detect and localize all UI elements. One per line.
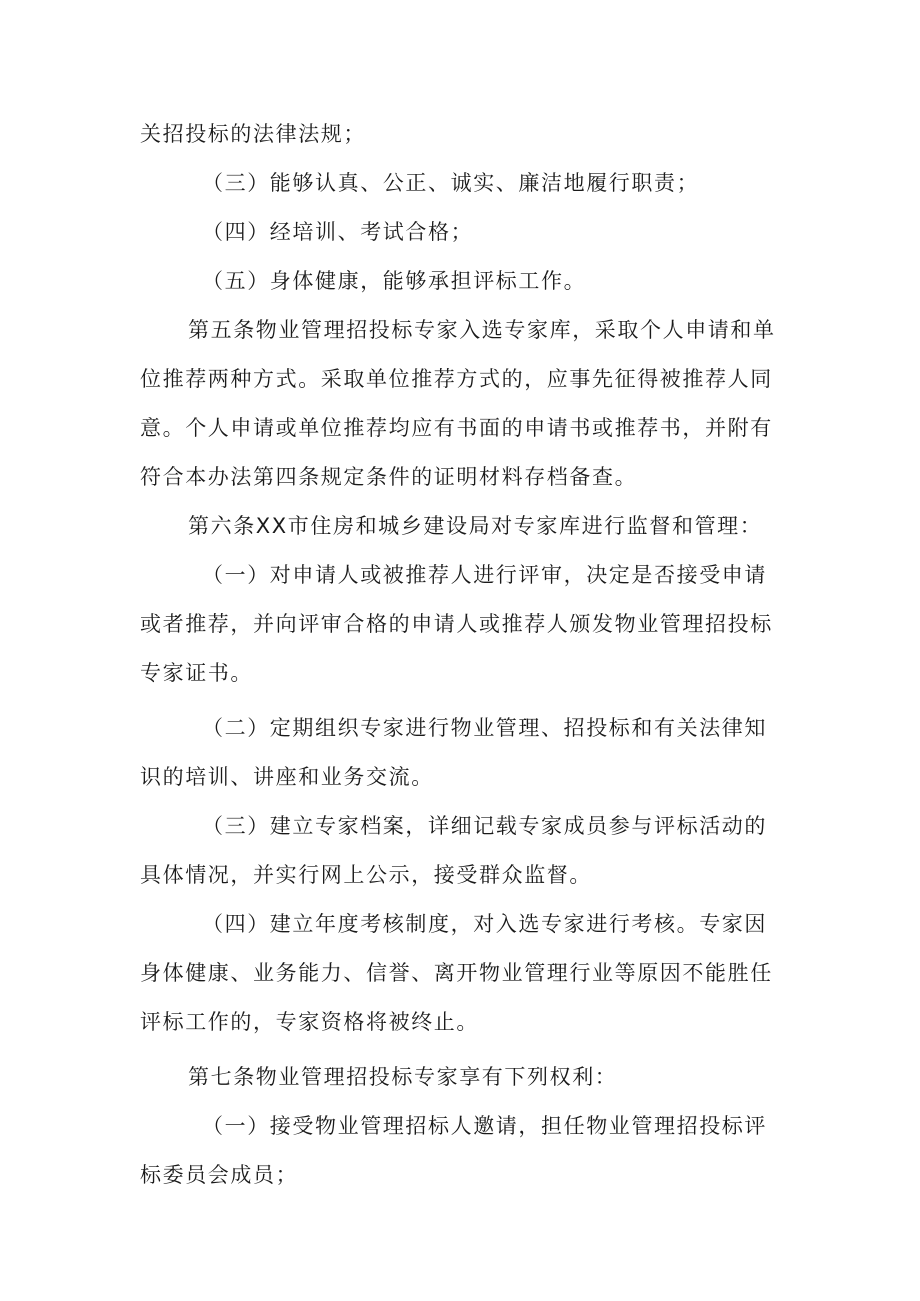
text-line: 具体情况，并实行网上公示，接受群众监督。 — [140, 863, 592, 887]
text-line: 意。个人申请或单位推荐均应有书面的申请书或推荐书，并附有 — [140, 416, 773, 440]
list-item-line: （一）对申请人或被推荐人进行评审，决定是否接受申请 — [202, 563, 767, 587]
text-line: 身体健康、业务能力、信誉、离开物业管理行业等原因不能胜任 — [140, 961, 773, 985]
article-heading-line: 第七条物业管理招投标专家享有下列权利： — [188, 1065, 618, 1089]
text-line: 评标工作的，专家资格将被终止。 — [140, 1010, 479, 1034]
text-line: 关招投标的法律法规； — [140, 122, 366, 146]
text-line: 位推荐两种方式。采取单位推荐方式的，应事先征得被推荐人同 — [140, 367, 773, 391]
list-item-line: （四）经培训、考试合格； — [202, 220, 474, 244]
text-line: 或者推荐，并向评审合格的申请人或推荐人颁发物业管理招投标 — [140, 612, 773, 636]
document-body — [140, 110, 790, 1200]
article-heading-line: 第六条XX市住房和城乡建设局对专家库进行监督和管理： — [188, 514, 763, 538]
list-item-line: （二）定期组织专家进行物业管理、招投标和有关法律知 — [202, 716, 767, 740]
list-item-line: （三）能够认真、公正、诚实、廉洁地履行职责； — [202, 171, 700, 195]
text-line: 识的培训、讲座和业务交流。 — [140, 765, 434, 789]
list-item-line: （五）身体健康，能够承担评标工作。 — [202, 269, 587, 293]
list-item-line: （三）建立专家档案，详细记载专家成员参与评标活动的 — [202, 814, 767, 838]
list-item-line: （一）接受物业管理招标人邀请，担任物业管理招投标评 — [202, 1114, 767, 1138]
list-item-line: （四）建立年度考核制度，对入选专家进行考核。专家因 — [202, 912, 767, 936]
text-line: 专家证书。 — [140, 661, 253, 685]
article-heading-line: 第五条物业管理招投标专家入选专家库，采取个人申请和单 — [188, 318, 776, 342]
text-line: 符合本办法第四条规定条件的证明材料存档备查。 — [140, 465, 638, 489]
text-line: 标委员会成员； — [140, 1163, 299, 1187]
